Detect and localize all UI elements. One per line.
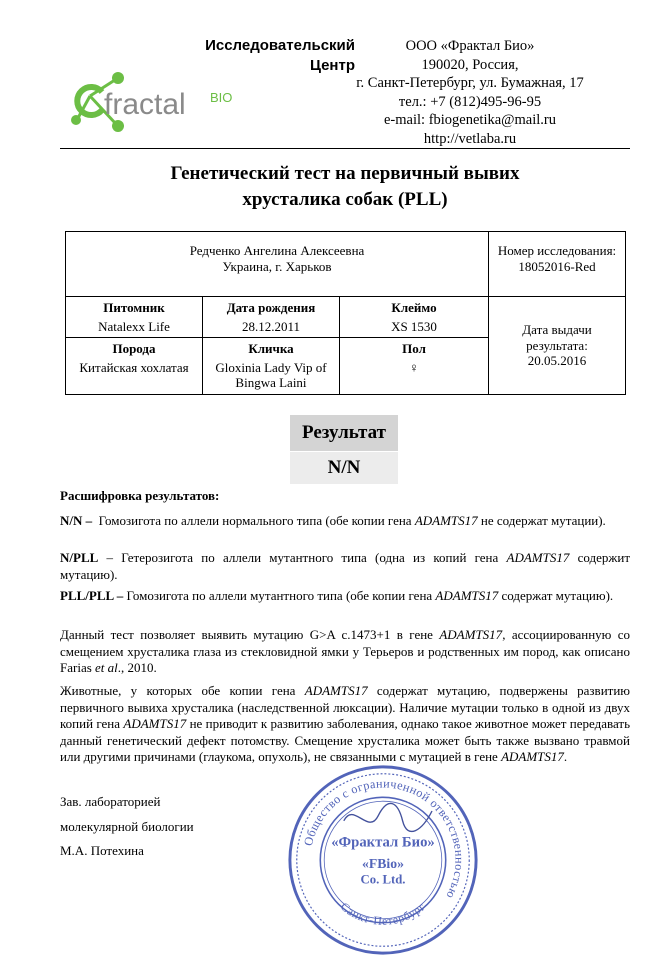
p1-text2: , ассоциированную со смещением хрусталика глаза из стекловидной ямки у Терьеров и родственных им пород, как описано Farias — [60, 627, 631, 675]
brand-value: XS 1530 — [391, 318, 437, 334]
decode-pllpll-text2: содержат мутацию). — [501, 588, 614, 603]
decode-pllpll-code: PLL/PLL – — [60, 588, 124, 603]
stamp-center-line3: Co. Ltd. — [360, 872, 406, 887]
svg-text:Санкт-Петербург — [338, 900, 428, 928]
signature-line3: М.А. Потехина — [60, 843, 144, 858]
logo-word: fractal — [104, 88, 186, 121]
p2-text4: . — [563, 749, 568, 764]
decode-pllpll-gene: ADAMTS17 — [435, 588, 499, 603]
breed-label: Порода — [112, 341, 156, 356]
company-email: e-mail: fbiogenetika@mail.ru — [384, 112, 556, 129]
breed-value: Китайская хохлатая — [79, 359, 189, 375]
birth-date-value: 28.12.2011 — [241, 318, 301, 334]
owner-location: Украина, г. Харьков — [222, 258, 332, 274]
kennel-label: Питомник — [103, 300, 165, 315]
p2-gene3: ADAMTS17 — [501, 749, 564, 764]
study-number: 18052016-Red — [518, 258, 596, 274]
result-label: Результат — [290, 415, 398, 451]
decode-npll-code: N/PLL — [60, 550, 99, 565]
signature-line1: Зав. лабораторией — [60, 794, 161, 809]
birth-date-label: Дата рождения — [226, 300, 316, 315]
female-sex-icon: ♀ — [409, 359, 419, 375]
test-description-paragraph — [60, 627, 630, 677]
header-divider — [60, 148, 630, 149]
p1-text1: Данный тест позволяет выявить мутацию G>A c.1473+1 в гене — [60, 627, 433, 642]
info-table — [65, 231, 626, 395]
company-zip: 190020, Россия, — [421, 56, 519, 73]
decode-npll — [60, 550, 630, 583]
logo-suffix: BIO — [210, 90, 233, 105]
birth-date-cell — [203, 297, 340, 338]
p2-text1: Животные, у которых обе копии гена — [60, 683, 296, 698]
p1-text3: ., 2010. — [117, 660, 157, 675]
inheritance-paragraph — [60, 683, 630, 766]
decode-nn — [60, 513, 630, 530]
brand-label: Клеймо — [391, 300, 437, 315]
stamp-center-line1: «Фрактал Био» — [331, 834, 435, 851]
decode-pllpll — [60, 588, 630, 605]
decode-pllpll-text1: Гомозигота по аллели мутантного типа (обе копии гена — [126, 588, 433, 603]
kennel-value: Natalexx Life — [98, 318, 170, 334]
study-number-label: Номер исследования: — [497, 243, 617, 258]
decode-npll-text2: содержит мутацию). — [60, 550, 631, 582]
institute-name-line2: Центр — [309, 57, 355, 74]
document-title — [60, 161, 630, 213]
decode-npll-gene: ADAMTS17 — [506, 550, 570, 565]
institute-name-line1: Исследовательский — [205, 37, 355, 54]
company-address: г. Санкт-Петербург, ул. Бумажная, 17 — [356, 75, 584, 92]
company-stamp — [285, 762, 481, 958]
dog-name-cell — [203, 338, 340, 395]
company-block — [330, 37, 610, 149]
issue-date-cell — [489, 297, 626, 395]
dog-name-label: Кличка — [248, 341, 294, 356]
decode-heading: Расшифровка результатов: — [60, 488, 220, 503]
fractal-bio-logo — [68, 66, 268, 146]
decode-nn-text1: Гомозигота по аллели нормального типа (обе копии гена — [98, 513, 412, 528]
study-number-cell — [489, 232, 626, 297]
p2-text3: не приводит к развитию заболевания, однако такое животное может передавать данный генетический дефект потомству. Смещение хрусталика может быть также вызвано травмой или другими причинами (глаукома, опухоль), не связанными с мутацией в гене — [60, 716, 631, 764]
stamp-bottom-text: Санкт-Петербург — [337, 900, 429, 928]
signature-block — [60, 790, 194, 864]
decode-npll-text1: – Гетерозигота по аллели мутантного типа (одна из копий гена — [106, 550, 499, 565]
result-value: N/N — [290, 452, 398, 484]
stamp-ring-text: Общество с ограниченной ответственностью — [300, 776, 467, 902]
company-name: ООО «Фрактал Био» — [405, 38, 535, 54]
issue-date-label-2: результата: — [526, 337, 588, 353]
p1-etal: et al — [95, 660, 118, 675]
breed-cell — [66, 338, 203, 395]
sex-label: Пол — [402, 341, 426, 356]
decode-nn-text2: не содержат мутации). — [480, 513, 606, 528]
brand-cell — [340, 297, 489, 338]
company-site: http://vetlaba.ru — [423, 130, 517, 147]
title-line1: Генетический тест на первичный вывих — [170, 163, 520, 184]
issue-date-label-1: Дата выдачи — [522, 322, 592, 338]
dog-name-line1: Gloxinia Lady Vip of — [215, 359, 327, 375]
title-line2: хрусталика собак (PLL) — [242, 189, 448, 210]
p2-gene1: ADAMTS17 — [304, 683, 368, 698]
kennel-cell — [66, 297, 203, 338]
decode-nn-gene: ADAMTS17 — [414, 513, 478, 528]
owner-cell — [66, 232, 489, 297]
sex-cell — [340, 338, 489, 395]
issue-date-value: 20.05.2016 — [527, 353, 587, 369]
stamp-center-line2: «FBio» — [362, 855, 404, 871]
dog-name-line2: Bingwa Laini — [235, 375, 307, 390]
p1-gene: ADAMTS17 — [439, 627, 503, 642]
signature-line2: молекулярной биологии — [60, 818, 194, 834]
company-phone: тел.: +7 (812)495-96-95 — [398, 93, 542, 110]
owner-name: Редченко Ангелина Алексеевна — [189, 243, 365, 258]
p2-gene2: ADAMTS17 — [123, 716, 187, 731]
decode-nn-code: N/N – — [60, 513, 93, 528]
p2-text2: содержат мутацию, подвержены развитию первичного вывиха хрусталика (наследственной люксации). Наличие мутации только в одной из двух копий гена — [60, 683, 630, 731]
